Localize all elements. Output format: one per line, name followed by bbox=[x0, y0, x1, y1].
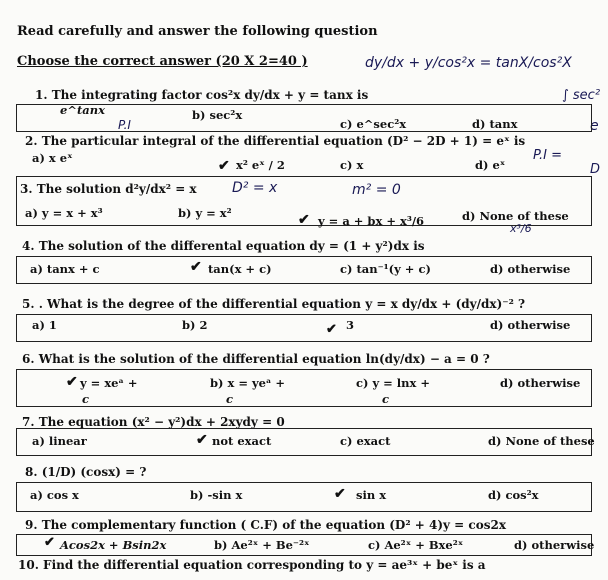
q3-option-b[interactable]: b) y = x² bbox=[178, 206, 232, 220]
question-2: 2. The particular integral of the differential equation (D² − 2D + 1) = eˣ is bbox=[25, 134, 526, 148]
check-mark-icon: ✔ bbox=[326, 322, 337, 337]
q7-option-a[interactable]: a) linear bbox=[32, 434, 87, 448]
question-6: 6. What is the solution of the differential equation ln(dy/dx) − a = 0 ? bbox=[22, 352, 490, 366]
handwritten-e: e bbox=[590, 118, 599, 134]
q5-option-c[interactable]: 3 bbox=[346, 318, 355, 332]
q6-option-a[interactable]: y = xeᵃ + bbox=[80, 376, 138, 390]
q2-option-c[interactable]: c) x bbox=[340, 158, 364, 172]
check-mark-icon: ✔ bbox=[196, 432, 208, 448]
q4-option-c[interactable]: c) tan⁻¹(y + c) bbox=[340, 262, 431, 276]
q7-option-d[interactable]: d) None of these bbox=[488, 434, 595, 448]
q6-option-b[interactable]: b) x = yeᵃ + bbox=[210, 376, 285, 390]
handwritten-m2: m² = 0 bbox=[352, 182, 401, 198]
check-mark-icon: ✔ bbox=[218, 158, 230, 174]
q2-option-b[interactable]: x² eˣ / 2 bbox=[236, 158, 285, 172]
question-9: 9. The complementary function ( C.F) of the equation (D² + 4)y = cos2x bbox=[25, 518, 506, 532]
q2-option-a[interactable]: a) x eˣ bbox=[32, 151, 73, 165]
instruction: Choose the correct answer (20 X 2=40 ) bbox=[17, 54, 308, 69]
handwritten-sec: ∫ sec² bbox=[562, 88, 601, 103]
q9-option-d[interactable]: d) otherwise bbox=[514, 538, 595, 552]
q2-option-d[interactable]: d) eˣ bbox=[475, 158, 506, 172]
handwritten-pi: P.I = bbox=[533, 148, 563, 163]
handwritten-equation: dy/dx + y/cos²x = tanX/cos²X bbox=[365, 55, 572, 71]
question-7: 7. The equation (x² − y²)dx + 2xydy = 0 bbox=[22, 415, 285, 429]
q4-option-d[interactable]: d) otherwise bbox=[490, 262, 571, 276]
q7-option-b[interactable]: not exact bbox=[212, 434, 272, 448]
q4-option-b[interactable]: tan(x + c) bbox=[208, 262, 272, 276]
q1-option-b[interactable]: b) sec²x bbox=[192, 108, 243, 122]
q1-option-c[interactable]: c) e^sec²x bbox=[340, 117, 407, 131]
q3-option-a[interactable]: a) y = x + x³ bbox=[25, 206, 103, 220]
q6-option-d[interactable]: d) otherwise bbox=[500, 376, 581, 390]
q8-option-d[interactable]: d) cos²x bbox=[488, 488, 539, 502]
q9-option-a[interactable]: Acos2x + Bsin2x bbox=[60, 538, 167, 552]
handwritten-pt: P.I bbox=[118, 118, 131, 132]
check-mark-icon: ✔ bbox=[66, 374, 78, 390]
check-mark-icon: ✔ bbox=[334, 486, 346, 502]
handwritten-d2: D² = x bbox=[232, 180, 278, 196]
handwritten-d: D bbox=[590, 162, 601, 177]
q9-option-b[interactable]: b) Ae²ˣ + Be⁻²ˣ bbox=[214, 538, 310, 552]
q5-option-b[interactable]: b) 2 bbox=[182, 318, 208, 332]
check-mark-icon: ✔ bbox=[298, 212, 310, 228]
handwritten-x3: x³/6 bbox=[510, 222, 532, 235]
q5-option-a[interactable]: a) 1 bbox=[32, 318, 57, 332]
q4-option-a[interactable]: a) tanx + c bbox=[30, 262, 100, 276]
check-mark-icon: ✔ bbox=[44, 535, 55, 550]
question-1: 1. The integrating factor cos²x dy/dx + y = tanx is bbox=[35, 88, 369, 102]
q7-option-c[interactable]: c) exact bbox=[340, 434, 391, 448]
q6-option-b-const: c bbox=[226, 392, 234, 406]
question-3: 3. The solution d²y/dx² = x bbox=[20, 182, 197, 196]
q9-option-c[interactable]: c) Ae²ˣ + Bxe²ˣ bbox=[368, 538, 464, 552]
q6-option-c-const: c bbox=[382, 392, 390, 406]
q1-option-a[interactable]: e^tanx bbox=[60, 103, 105, 117]
question-8: 8. (1/D) (cosx) = ? bbox=[25, 465, 147, 479]
question-5: 5. . What is the degree of the differential equation y = x dy/dx + (dy/dx)⁻² ? bbox=[22, 297, 526, 311]
page-title: Read carefully and answer the following question bbox=[17, 24, 378, 39]
q8-option-b[interactable]: b) -sin x bbox=[190, 488, 243, 502]
q8-option-a[interactable]: a) cos x bbox=[30, 488, 79, 502]
q1-option-d[interactable]: d) tanx bbox=[472, 117, 518, 131]
q3-option-c[interactable]: y = a + bx + x³/6 bbox=[318, 214, 425, 228]
question-10: 10. Find the differential equation corresponding to y = ae³ˣ + beˣ is a bbox=[18, 558, 486, 572]
q3-option-d[interactable]: d) None of these bbox=[462, 209, 569, 223]
q6-option-c[interactable]: c) y = lnx + bbox=[356, 376, 430, 390]
q5-option-d[interactable]: d) otherwise bbox=[490, 318, 571, 332]
q6-option-a-const: c bbox=[82, 392, 90, 406]
check-mark-icon: ✔ bbox=[190, 259, 202, 275]
q8-option-c[interactable]: sin x bbox=[356, 488, 387, 502]
question-4: 4. The solution of the differental equation dy = (1 + y²)dx is bbox=[22, 239, 425, 253]
